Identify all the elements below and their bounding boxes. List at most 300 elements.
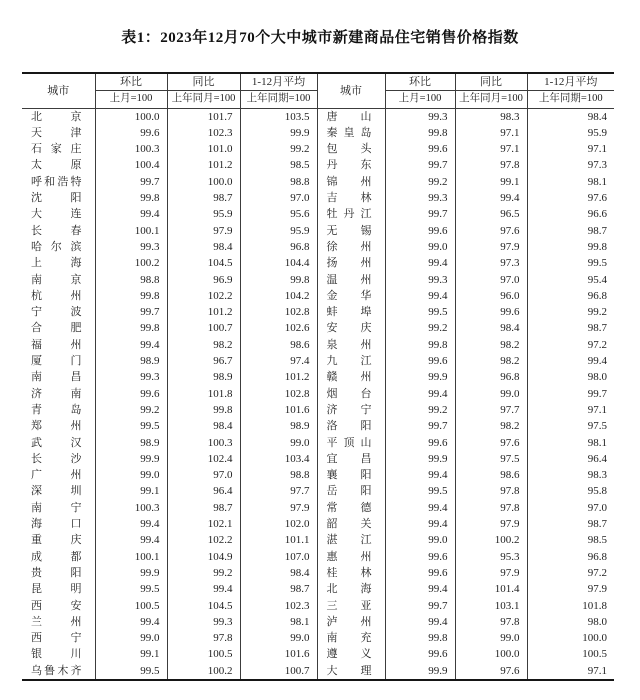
value-cell: 99.6 <box>95 386 167 402</box>
value-cell: 102.3 <box>167 125 240 141</box>
city-cell: 徐州 <box>317 239 385 255</box>
subheader-yoy-left: 上年同月=100 <box>167 91 240 108</box>
value-cell: 100.4 <box>95 157 167 173</box>
city-cell: 南宁 <box>31 501 82 514</box>
value-cell: 100.2 <box>167 663 240 680</box>
value-cell: 97.8 <box>455 500 527 516</box>
value-cell: 98.9 <box>95 353 167 369</box>
value-cell: 104.4 <box>240 255 317 271</box>
value-cell: 95.9 <box>527 125 614 141</box>
table-row <box>22 369 614 385</box>
value-cell: 97.1 <box>527 663 614 680</box>
value-cell: 97.6 <box>455 663 527 680</box>
value-cell: 98.3 <box>527 467 614 483</box>
city-cell: 郑州 <box>31 420 82 433</box>
value-cell: 99.0 <box>455 386 527 402</box>
value-cell: 99.1 <box>95 646 167 662</box>
value-cell: 101.4 <box>455 581 527 597</box>
city-cell: 无锡 <box>317 223 385 239</box>
subheader-yoy-right: 上年同月=100 <box>455 91 527 108</box>
value-cell: 99.0 <box>385 532 455 548</box>
table-row <box>22 663 614 680</box>
value-cell: 98.5 <box>527 532 614 548</box>
value-cell: 99.4 <box>527 353 614 369</box>
city-cell: 杭州 <box>31 289 82 302</box>
value-cell: 98.4 <box>240 565 317 581</box>
table-row <box>22 141 614 157</box>
value-cell: 103.1 <box>455 598 527 614</box>
value-cell: 102.0 <box>240 516 317 532</box>
value-cell: 99.4 <box>385 467 455 483</box>
value-cell: 99.8 <box>240 272 317 288</box>
value-cell: 101.7 <box>167 108 240 125</box>
value-cell: 98.3 <box>455 108 527 125</box>
city-cell: 济南 <box>31 387 82 400</box>
value-cell: 98.5 <box>240 157 317 173</box>
value-cell: 99.2 <box>385 320 455 336</box>
value-cell: 97.4 <box>240 353 317 369</box>
city-cell: 石家庄 <box>31 143 82 156</box>
value-cell: 97.8 <box>455 483 527 499</box>
value-cell: 99.7 <box>95 174 167 190</box>
value-cell: 99.0 <box>240 435 317 451</box>
value-cell: 99.4 <box>385 516 455 532</box>
value-cell: 102.8 <box>240 386 317 402</box>
table-row <box>22 223 614 239</box>
city-cell: 岳阳 <box>317 483 385 499</box>
value-cell: 100.5 <box>95 598 167 614</box>
city-cell: 牡丹江 <box>317 206 385 222</box>
city-cell: 泸州 <box>317 614 385 630</box>
value-cell: 98.8 <box>95 272 167 288</box>
value-cell: 99.7 <box>385 598 455 614</box>
value-cell: 99.3 <box>385 108 455 125</box>
value-cell: 97.8 <box>455 614 527 630</box>
value-cell: 102.6 <box>240 320 317 336</box>
value-cell: 96.9 <box>167 272 240 288</box>
value-cell: 99.5 <box>95 581 167 597</box>
city-cell: 福州 <box>31 338 82 351</box>
value-cell: 97.1 <box>527 141 614 157</box>
value-cell: 99.6 <box>95 125 167 141</box>
value-cell: 99.0 <box>95 467 167 483</box>
value-cell: 98.9 <box>167 369 240 385</box>
value-cell: 96.8 <box>455 369 527 385</box>
value-cell: 99.4 <box>385 386 455 402</box>
table-row <box>22 467 614 483</box>
value-cell: 99.6 <box>385 565 455 581</box>
value-cell: 103.5 <box>240 108 317 125</box>
subheader-avg-left: 上年同期=100 <box>240 91 317 108</box>
value-cell: 99.8 <box>527 239 614 255</box>
city-cell: 厦门 <box>31 355 82 368</box>
value-cell: 98.1 <box>240 614 317 630</box>
value-cell: 95.3 <box>455 549 527 565</box>
value-cell: 97.5 <box>527 418 614 434</box>
city-cell: 青岛 <box>31 403 82 416</box>
city-cell: 哈尔滨 <box>31 240 82 253</box>
value-cell: 102.3 <box>240 598 317 614</box>
value-cell: 99.9 <box>95 451 167 467</box>
city-cell: 锦州 <box>317 174 385 190</box>
table-row <box>22 386 614 402</box>
table-row <box>22 532 614 548</box>
value-cell: 100.0 <box>455 646 527 662</box>
header-mom-right: 环比 <box>385 73 455 91</box>
table-row <box>22 483 614 499</box>
city-cell: 惠州 <box>317 549 385 565</box>
city-cell: 秦皇岛 <box>317 125 385 141</box>
value-cell: 99.3 <box>95 369 167 385</box>
city-cell: 合肥 <box>31 322 82 335</box>
value-cell: 97.3 <box>455 255 527 271</box>
value-cell: 98.6 <box>240 337 317 353</box>
value-cell: 99.4 <box>95 516 167 532</box>
value-cell: 99.4 <box>385 255 455 271</box>
value-cell: 95.8 <box>527 483 614 499</box>
city-cell: 大连 <box>31 208 82 221</box>
value-cell: 97.9 <box>527 581 614 597</box>
city-cell: 包头 <box>317 141 385 157</box>
table-row <box>22 304 614 320</box>
city-cell: 宁波 <box>31 306 82 319</box>
subheader-mom-right: 上月=100 <box>385 91 455 108</box>
value-cell: 99.9 <box>385 663 455 680</box>
page-title: 表1：2023年12月70个大中城市新建商品住宅销售价格指数 <box>121 30 519 46</box>
city-cell: 呼和浩特 <box>31 175 82 188</box>
city-cell: 平顶山 <box>317 435 385 451</box>
value-cell: 99.8 <box>167 402 240 418</box>
city-cell: 大理 <box>317 663 385 680</box>
value-cell: 99.0 <box>240 630 317 646</box>
value-cell: 95.6 <box>240 206 317 222</box>
table-row <box>22 516 614 532</box>
header-city-left: 城市 <box>22 73 95 108</box>
value-cell: 100.5 <box>167 646 240 662</box>
city-cell: 长沙 <box>31 452 82 465</box>
city-cell: 遵义 <box>317 646 385 662</box>
value-cell: 99.6 <box>385 141 455 157</box>
city-cell: 安庆 <box>317 320 385 336</box>
city-cell: 武汉 <box>31 436 82 449</box>
value-cell: 97.1 <box>455 141 527 157</box>
value-cell: 98.4 <box>167 418 240 434</box>
table-row <box>22 108 614 125</box>
value-cell: 95.4 <box>527 272 614 288</box>
value-cell: 99.0 <box>95 630 167 646</box>
value-cell: 97.2 <box>527 337 614 353</box>
value-cell: 100.3 <box>167 435 240 451</box>
city-cell: 南充 <box>317 630 385 646</box>
value-cell: 98.0 <box>527 369 614 385</box>
value-cell: 99.2 <box>385 402 455 418</box>
value-cell: 96.6 <box>527 206 614 222</box>
table-row <box>22 614 614 630</box>
value-cell: 100.5 <box>527 646 614 662</box>
table-row <box>22 125 614 141</box>
city-cell: 乌鲁木齐 <box>31 664 82 677</box>
value-cell: 96.7 <box>167 353 240 369</box>
value-cell: 98.4 <box>455 320 527 336</box>
value-cell: 97.9 <box>455 565 527 581</box>
value-cell: 103.4 <box>240 451 317 467</box>
value-cell: 100.3 <box>95 141 167 157</box>
city-cell: 西宁 <box>31 632 82 645</box>
city-cell: 洛阳 <box>317 418 385 434</box>
value-cell: 99.8 <box>95 190 167 206</box>
value-cell: 100.1 <box>95 549 167 565</box>
value-cell: 99.6 <box>385 223 455 239</box>
city-cell: 沈阳 <box>31 192 82 205</box>
value-cell: 97.8 <box>167 630 240 646</box>
value-cell: 98.9 <box>240 418 317 434</box>
value-cell: 99.4 <box>385 614 455 630</box>
city-cell: 常德 <box>317 500 385 516</box>
value-cell: 99.4 <box>167 581 240 597</box>
value-cell: 98.7 <box>527 223 614 239</box>
city-cell: 西安 <box>31 599 82 612</box>
value-cell: 98.8 <box>240 467 317 483</box>
value-cell: 97.6 <box>455 435 527 451</box>
value-cell: 97.0 <box>455 272 527 288</box>
value-cell: 99.8 <box>385 337 455 353</box>
value-cell: 102.4 <box>167 451 240 467</box>
table-row <box>22 288 614 304</box>
value-cell: 97.9 <box>240 500 317 516</box>
city-cell: 北海 <box>317 581 385 597</box>
value-cell: 99.3 <box>167 614 240 630</box>
city-cell: 丹东 <box>317 157 385 173</box>
value-cell: 99.2 <box>167 565 240 581</box>
city-cell: 济宁 <box>317 402 385 418</box>
value-cell: 99.9 <box>95 565 167 581</box>
city-cell: 赣州 <box>317 369 385 385</box>
table-row <box>22 565 614 581</box>
value-cell: 98.0 <box>527 614 614 630</box>
city-cell: 宜昌 <box>317 451 385 467</box>
city-cell: 韶关 <box>317 516 385 532</box>
value-cell: 99.6 <box>385 435 455 451</box>
value-cell: 99.5 <box>527 255 614 271</box>
city-cell: 泉州 <box>317 337 385 353</box>
city-cell: 兰州 <box>31 615 82 628</box>
value-cell: 102.8 <box>240 304 317 320</box>
table-row <box>22 630 614 646</box>
value-cell: 100.1 <box>95 223 167 239</box>
city-cell: 襄阳 <box>317 467 385 483</box>
value-cell: 102.2 <box>167 532 240 548</box>
value-cell: 100.0 <box>95 108 167 125</box>
value-cell: 97.0 <box>167 467 240 483</box>
table-row <box>22 255 614 271</box>
value-cell: 97.7 <box>240 483 317 499</box>
value-cell: 99.7 <box>95 304 167 320</box>
value-cell: 98.7 <box>167 500 240 516</box>
city-cell: 昆明 <box>31 583 82 596</box>
value-cell: 99.8 <box>385 125 455 141</box>
value-cell: 99.0 <box>385 239 455 255</box>
value-cell: 99.4 <box>95 206 167 222</box>
table-row <box>22 239 614 255</box>
city-cell: 广州 <box>31 469 82 482</box>
city-cell: 九江 <box>317 353 385 369</box>
value-cell: 99.4 <box>95 614 167 630</box>
value-cell: 99.4 <box>455 190 527 206</box>
city-cell: 南昌 <box>31 371 82 384</box>
value-cell: 96.4 <box>527 451 614 467</box>
value-cell: 98.1 <box>527 174 614 190</box>
city-cell: 蚌埠 <box>317 304 385 320</box>
value-cell: 104.5 <box>167 598 240 614</box>
city-cell: 扬州 <box>317 255 385 271</box>
value-cell: 101.8 <box>167 386 240 402</box>
value-cell: 98.4 <box>527 108 614 125</box>
value-cell: 97.3 <box>527 157 614 173</box>
table-row <box>22 272 614 288</box>
value-cell: 99.5 <box>95 663 167 680</box>
value-cell: 99.7 <box>385 157 455 173</box>
value-cell: 96.8 <box>527 288 614 304</box>
subheader-mom-left: 上月=100 <box>95 91 167 108</box>
price-index-table <box>22 72 614 681</box>
value-cell: 101.6 <box>240 646 317 662</box>
city-cell: 南京 <box>31 273 82 286</box>
city-cell: 北京 <box>31 110 82 123</box>
value-cell: 99.4 <box>95 532 167 548</box>
table-row <box>22 581 614 597</box>
value-cell: 101.8 <box>527 598 614 614</box>
value-cell: 97.7 <box>455 402 527 418</box>
table-header <box>22 73 614 108</box>
value-cell: 99.0 <box>455 630 527 646</box>
table-row <box>22 190 614 206</box>
header-yoy-right: 同比 <box>455 73 527 91</box>
value-cell: 99.4 <box>95 337 167 353</box>
value-cell: 95.9 <box>240 223 317 239</box>
value-cell: 99.2 <box>240 141 317 157</box>
value-cell: 99.6 <box>385 646 455 662</box>
city-cell: 湛江 <box>317 532 385 548</box>
value-cell: 98.2 <box>455 418 527 434</box>
value-cell: 97.9 <box>455 516 527 532</box>
value-cell: 97.6 <box>455 223 527 239</box>
city-cell: 贵阳 <box>31 566 82 579</box>
city-cell: 桂林 <box>317 565 385 581</box>
city-cell: 三亚 <box>317 598 385 614</box>
value-cell: 100.7 <box>167 320 240 336</box>
value-cell: 101.2 <box>167 304 240 320</box>
table-row <box>22 500 614 516</box>
value-cell: 99.8 <box>95 288 167 304</box>
value-cell: 99.5 <box>95 418 167 434</box>
value-cell: 98.6 <box>455 467 527 483</box>
value-cell: 99.9 <box>385 451 455 467</box>
value-cell: 98.7 <box>167 190 240 206</box>
header-yoy-left: 同比 <box>167 73 240 91</box>
value-cell: 98.7 <box>527 516 614 532</box>
value-cell: 99.4 <box>385 500 455 516</box>
value-cell: 100.2 <box>455 532 527 548</box>
table-row <box>22 206 614 222</box>
value-cell: 104.2 <box>240 288 317 304</box>
table-row <box>22 598 614 614</box>
city-cell: 上海 <box>31 257 82 270</box>
value-cell: 101.6 <box>240 402 317 418</box>
value-cell: 96.4 <box>167 483 240 499</box>
value-cell: 102.1 <box>167 516 240 532</box>
value-cell: 99.3 <box>385 272 455 288</box>
value-cell: 99.3 <box>95 239 167 255</box>
value-cell: 101.2 <box>167 157 240 173</box>
value-cell: 99.7 <box>527 386 614 402</box>
value-cell: 98.9 <box>95 435 167 451</box>
value-cell: 100.0 <box>527 630 614 646</box>
value-cell: 99.7 <box>385 206 455 222</box>
table-row <box>22 157 614 173</box>
value-cell: 100.2 <box>95 255 167 271</box>
city-cell: 重庆 <box>31 534 82 547</box>
city-cell: 太原 <box>31 159 82 172</box>
value-cell: 99.1 <box>455 174 527 190</box>
value-cell: 98.7 <box>527 320 614 336</box>
header-avg-left: 1-12月平均 <box>240 73 317 91</box>
value-cell: 99.4 <box>385 288 455 304</box>
value-cell: 99.7 <box>385 418 455 434</box>
value-cell: 96.8 <box>240 239 317 255</box>
table-body <box>22 108 614 680</box>
value-cell: 107.0 <box>240 549 317 565</box>
value-cell: 101.0 <box>167 141 240 157</box>
value-cell: 99.6 <box>455 304 527 320</box>
value-cell: 98.4 <box>167 239 240 255</box>
header-city-right: 城市 <box>317 73 385 108</box>
header-row-metrics <box>22 73 614 91</box>
value-cell: 101.2 <box>240 369 317 385</box>
value-cell: 97.8 <box>455 157 527 173</box>
value-cell: 99.4 <box>385 581 455 597</box>
value-cell: 99.1 <box>95 483 167 499</box>
value-cell: 98.1 <box>527 435 614 451</box>
value-cell: 99.8 <box>95 320 167 336</box>
city-cell: 天津 <box>31 126 82 139</box>
value-cell: 99.2 <box>385 174 455 190</box>
value-cell: 99.9 <box>385 369 455 385</box>
table-row <box>22 174 614 190</box>
value-cell: 100.7 <box>240 663 317 680</box>
value-cell: 99.2 <box>527 304 614 320</box>
value-cell: 98.2 <box>167 337 240 353</box>
value-cell: 98.8 <box>240 174 317 190</box>
table-row <box>22 320 614 336</box>
value-cell: 99.2 <box>95 402 167 418</box>
table-row <box>22 549 614 565</box>
value-cell: 99.6 <box>385 353 455 369</box>
value-cell: 96.8 <box>527 549 614 565</box>
city-cell: 金华 <box>317 288 385 304</box>
value-cell: 98.7 <box>240 581 317 597</box>
table-row <box>22 451 614 467</box>
city-cell: 成都 <box>31 550 82 563</box>
table-row <box>22 418 614 434</box>
value-cell: 102.2 <box>167 288 240 304</box>
city-cell: 吉林 <box>317 190 385 206</box>
value-cell: 99.3 <box>385 190 455 206</box>
value-cell: 97.9 <box>167 223 240 239</box>
table-row <box>22 646 614 662</box>
city-cell: 温州 <box>317 272 385 288</box>
header-mom-left: 环比 <box>95 73 167 91</box>
city-cell: 深圳 <box>31 485 82 498</box>
